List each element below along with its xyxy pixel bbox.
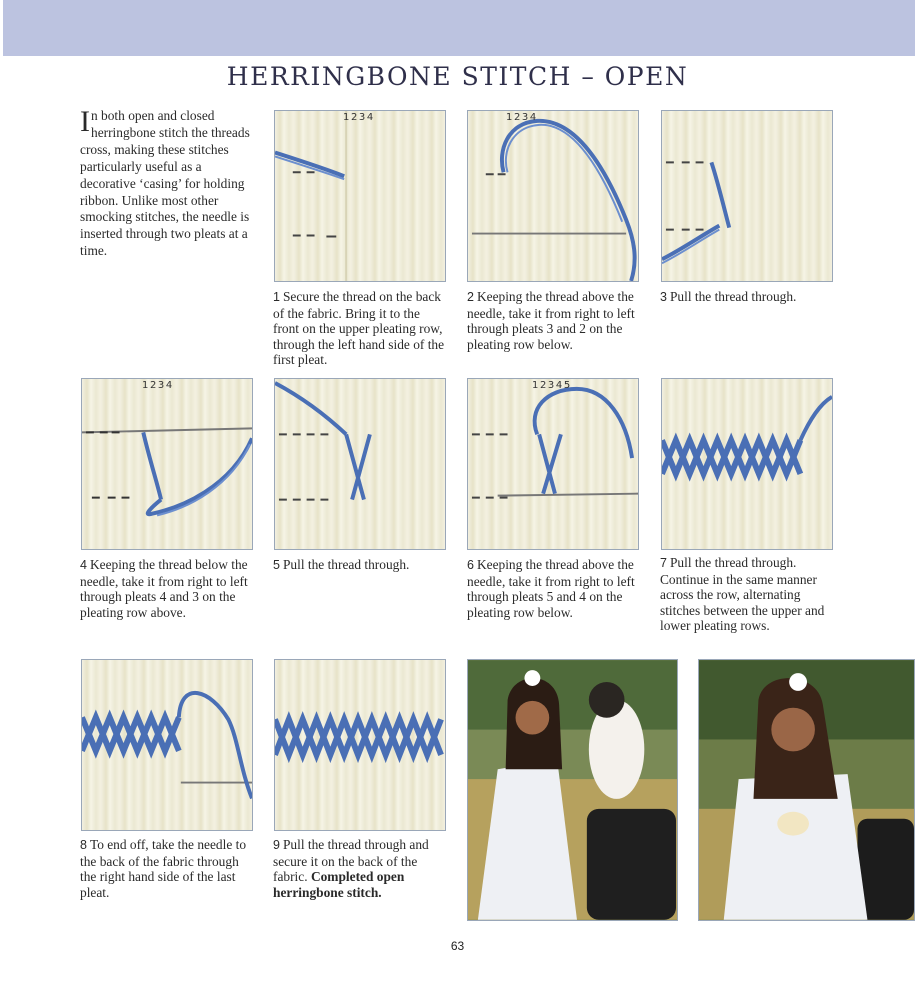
step-text: Keeping the thread above the needle, take it from right to left through pleats 3 and 2 on the pleating row below. bbox=[467, 289, 635, 352]
step-9-image bbox=[274, 659, 446, 831]
step-5-caption bbox=[273, 557, 449, 574]
pleat-numbers: 1234 bbox=[142, 380, 174, 391]
step-number: 1 bbox=[273, 290, 280, 304]
step-text: Secure the thread on the back of the fabric. Bring it to the front on the upper pleating row, through the left hand side of the first pleat. bbox=[273, 289, 445, 367]
step-2-image bbox=[467, 110, 639, 282]
intro-paragraph bbox=[80, 105, 256, 260]
step-6-caption bbox=[467, 557, 643, 620]
step-number: 2 bbox=[467, 290, 474, 304]
step-text: Keeping the thread below the needle, take it from right to left through pleats 4 and 3 on the pleating row above. bbox=[80, 557, 248, 620]
page-title: HERRINGBONE STITCH – OPEN bbox=[226, 62, 689, 91]
photo-girl-with-dog bbox=[467, 659, 678, 921]
step-4-image bbox=[81, 378, 253, 550]
step-2-caption bbox=[467, 289, 643, 352]
step-number: 4 bbox=[80, 558, 87, 572]
step-text: To end off, take the needle to the back of the fabric through the right hand side of the last pleat. bbox=[80, 837, 247, 900]
step-1-image bbox=[274, 110, 446, 282]
header-band bbox=[0, 0, 915, 56]
step-number: 6 bbox=[467, 558, 474, 572]
step-4-caption bbox=[80, 557, 256, 620]
step-9-caption bbox=[273, 837, 449, 900]
step-8-image bbox=[81, 659, 253, 831]
step-number: 3 bbox=[660, 290, 667, 304]
step-3-caption bbox=[660, 289, 836, 306]
intro-text: n both open and closed herringbone stitch the threads cross, making these stitches particularly useful as a decorative ‘casing’ for holding ribbon. Unlike most other smocking stitches, the needle is inserted through two pleats at a time. bbox=[80, 108, 250, 259]
step-7-caption bbox=[660, 555, 836, 634]
step-number: 8 bbox=[80, 838, 87, 852]
step-text: Pull the thread through. bbox=[282, 557, 410, 572]
pleat-numbers: 1234 bbox=[506, 112, 538, 123]
step-number: 5 bbox=[273, 558, 280, 572]
pleat-numbers: 12345 bbox=[532, 380, 572, 391]
photo-girl-with-chick bbox=[698, 659, 915, 921]
step-number: 7 bbox=[660, 556, 667, 570]
page-number: 63 bbox=[450, 939, 465, 953]
step-text: Pull the thread through and secure it on the back of the fabric. bbox=[273, 837, 429, 884]
step-text: Pull the thread through. Continue in the same manner across the row, alternating stitches between the upper and lower pleating rows. bbox=[660, 555, 825, 633]
step-6-image bbox=[467, 378, 639, 550]
step-7-image bbox=[661, 378, 833, 550]
step-1-caption bbox=[273, 289, 449, 368]
step-text: Keeping the thread above the needle, take it from right to left through pleats 5 and 4 on the pleating row below. bbox=[467, 557, 635, 620]
pleat-numbers: 1234 bbox=[343, 112, 375, 123]
step-5-image bbox=[274, 378, 446, 550]
step-8-caption bbox=[80, 837, 256, 900]
step-number: 9 bbox=[273, 838, 280, 852]
step-text: Pull the thread through. bbox=[669, 289, 797, 304]
step-bold-text: Completed open herringbone stitch. bbox=[273, 869, 405, 900]
drop-cap: I bbox=[80, 105, 90, 138]
step-3-image bbox=[661, 110, 833, 282]
